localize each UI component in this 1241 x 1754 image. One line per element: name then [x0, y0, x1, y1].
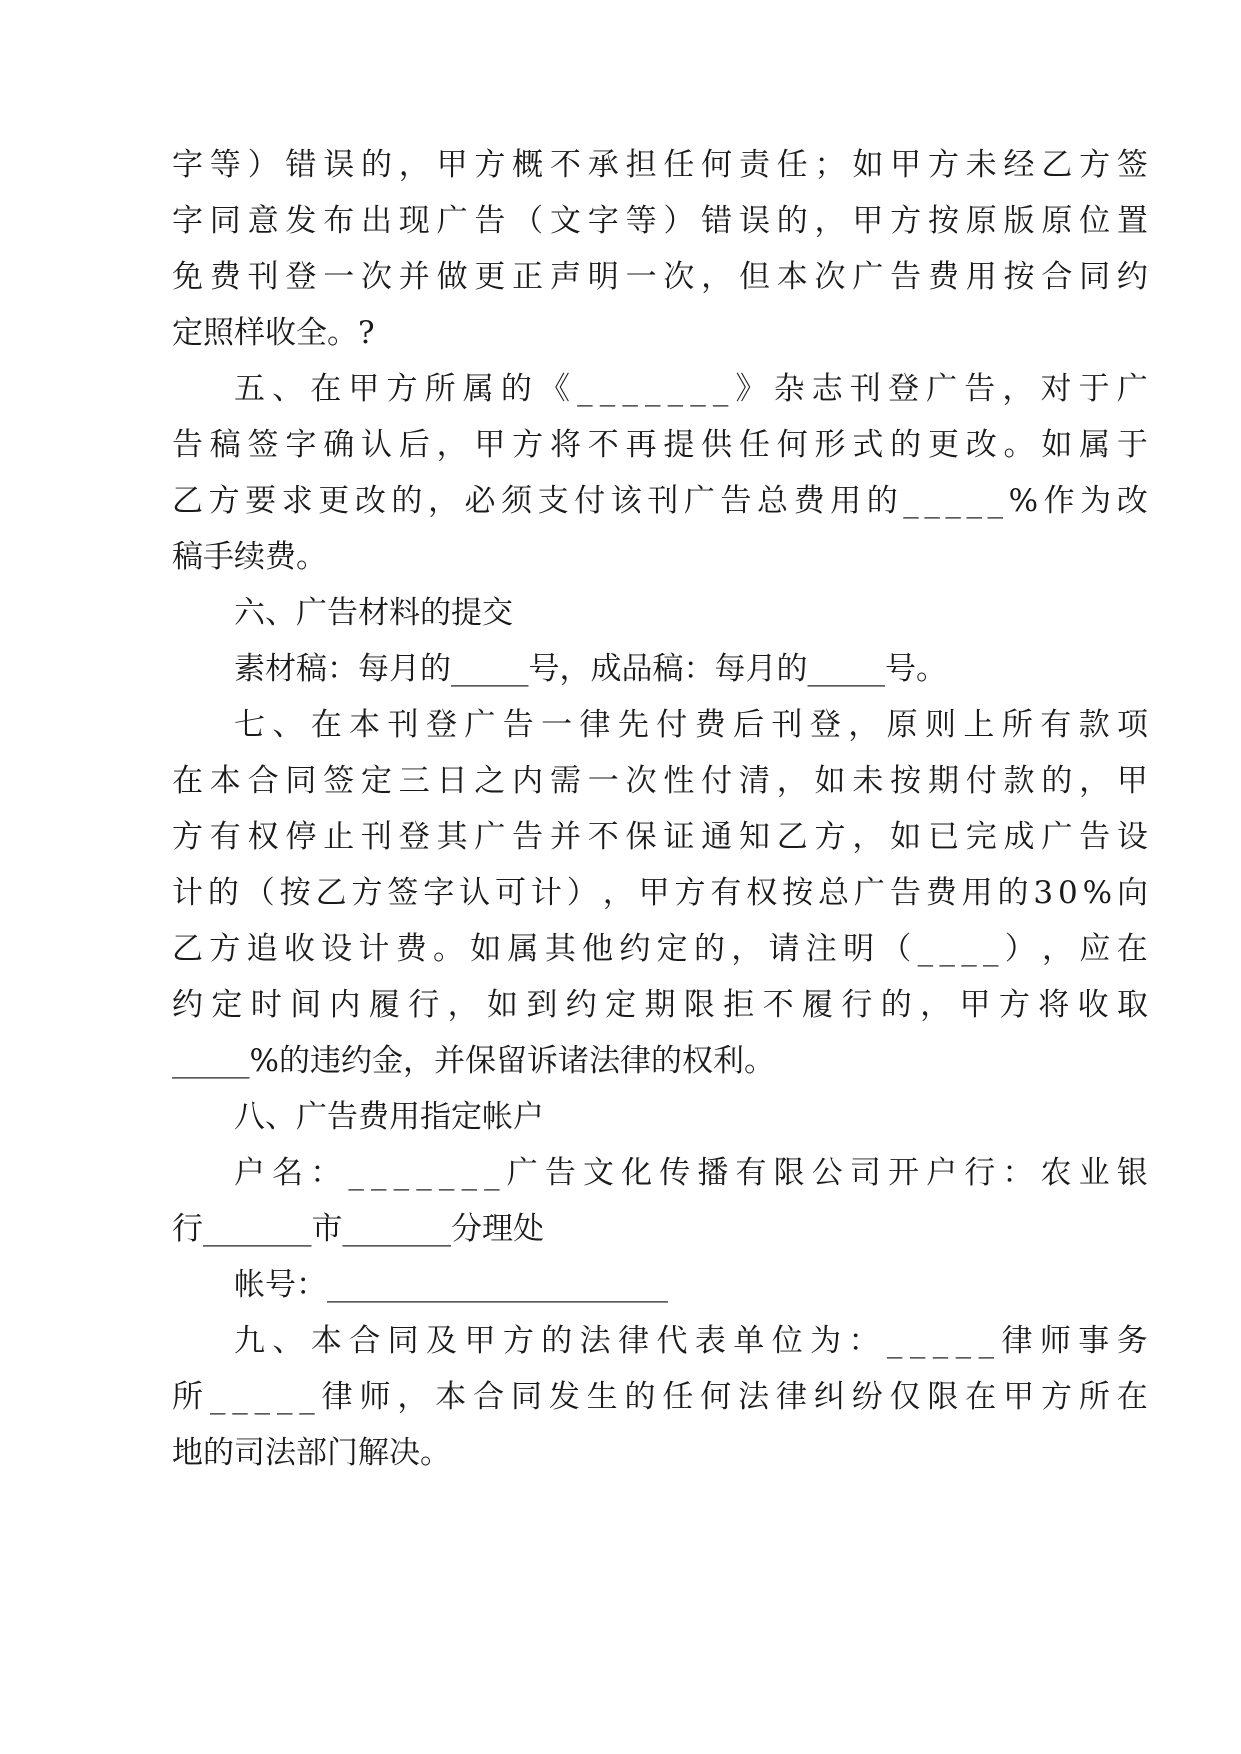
paragraph-heading: 七 、 在 本 刊 登 广 告 一 律 先 付 费 后 刊 登 ， 原 则 上 所 有 款 项 — [234, 707, 1148, 743]
text-line: 所 _ _ _ _ _ 律 师 ， 本 合 同 发 生 的 任 何 法 律 纠 纷 仅 限 在 甲 方 所 在 — [172, 1379, 1148, 1415]
text-line: 乙 方 要 求 更 改 的 ， 必 须 支 付 该 刊 广 告 总 费 用 的 _ _ _ _ _ % 作 为 改 — [172, 483, 1148, 519]
paragraph-heading: 九 、 本 合 同 及 甲 方 的 法 律 代 表 单 位 为 ： _ _ _ _ _ 律 师 事 务 — [234, 1323, 1148, 1359]
text-line: 约 定 时 间 内 履 行 ， 如 到 约 定 期 限 拒 不 履 行 的 ， 甲 方 将 收 取 — [172, 987, 1148, 1023]
text-line: 免 费 刊 登 一 次 并 做 更 正 声 明 一 次 ， 但 本 次 广 告 费 用 按 合 同 约 — [172, 259, 1148, 295]
section-heading: 八、广告费用指定帐户 — [234, 1099, 544, 1135]
text-line: 定照样收全。? — [172, 315, 375, 351]
text-line: 字 等 ） 错 误 的 ， 甲 方 概 不 承 担 任 何 责 任 ； 如 甲 方 未 经 乙 方 签 — [172, 147, 1148, 183]
text-line: 计 的 （ 按 乙 方 签 字 认 可 计 ） ， 甲 方 有 权 按 总 广 告 费 用 的 3 0 % 向 — [172, 875, 1148, 911]
text-line: 字 同 意 发 布 出 现 广 告 （ 文 字 等 ） 错 误 的 ， 甲 方 按 原 版 原 位 置 — [172, 203, 1148, 239]
text-line: 地的司法部门解决。 — [172, 1435, 451, 1471]
paragraph-heading: 五 、 在 甲 方 所 属 的 《 _ _ _ _ _ _ _ 》 杂 志 刊 登 广 告 ， 对 于 广 — [234, 371, 1148, 407]
text-line: 稿手续费。 — [172, 539, 327, 575]
text-line: _____%的违约金，并保留诉诸法律的权利。 — [172, 1043, 775, 1079]
text-line: 户 名 ： _ _ _ _ _ _ _ 广 告 文 化 传 播 有 限 公 司 开 户 行 ： 农 业 银 — [234, 1155, 1148, 1191]
section-heading: 六、广告材料的提交 — [234, 595, 513, 631]
text-line: 方 有 权 停 止 刊 登 其 广 告 并 不 保 证 通 知 乙 方 ， 如 已 完 成 广 告 设 — [172, 819, 1148, 855]
text-line: 帐号：______________________ — [234, 1267, 668, 1303]
text-line: 在 本 合 同 签 定 三 日 之 内 需 一 次 性 付 清 ， 如 未 按 期 付 款 的 ， 甲 — [172, 763, 1148, 799]
text-line: 行_______市_______分理处 — [172, 1211, 544, 1247]
text-line: 素材稿：每月的_____号，成品稿：每月的_____号。 — [234, 651, 947, 687]
text-line: 乙 方 追 收 设 计 费 。 如 属 其 他 约 定 的 ， 请 注 明 （ _ _ _ _ ） ， 应 在 — [172, 931, 1148, 967]
text-line: 告 稿 签 字 确 认 后 ， 甲 方 将 不 再 提 供 任 何 形 式 的 更 改 。 如 属 于 — [172, 427, 1148, 463]
